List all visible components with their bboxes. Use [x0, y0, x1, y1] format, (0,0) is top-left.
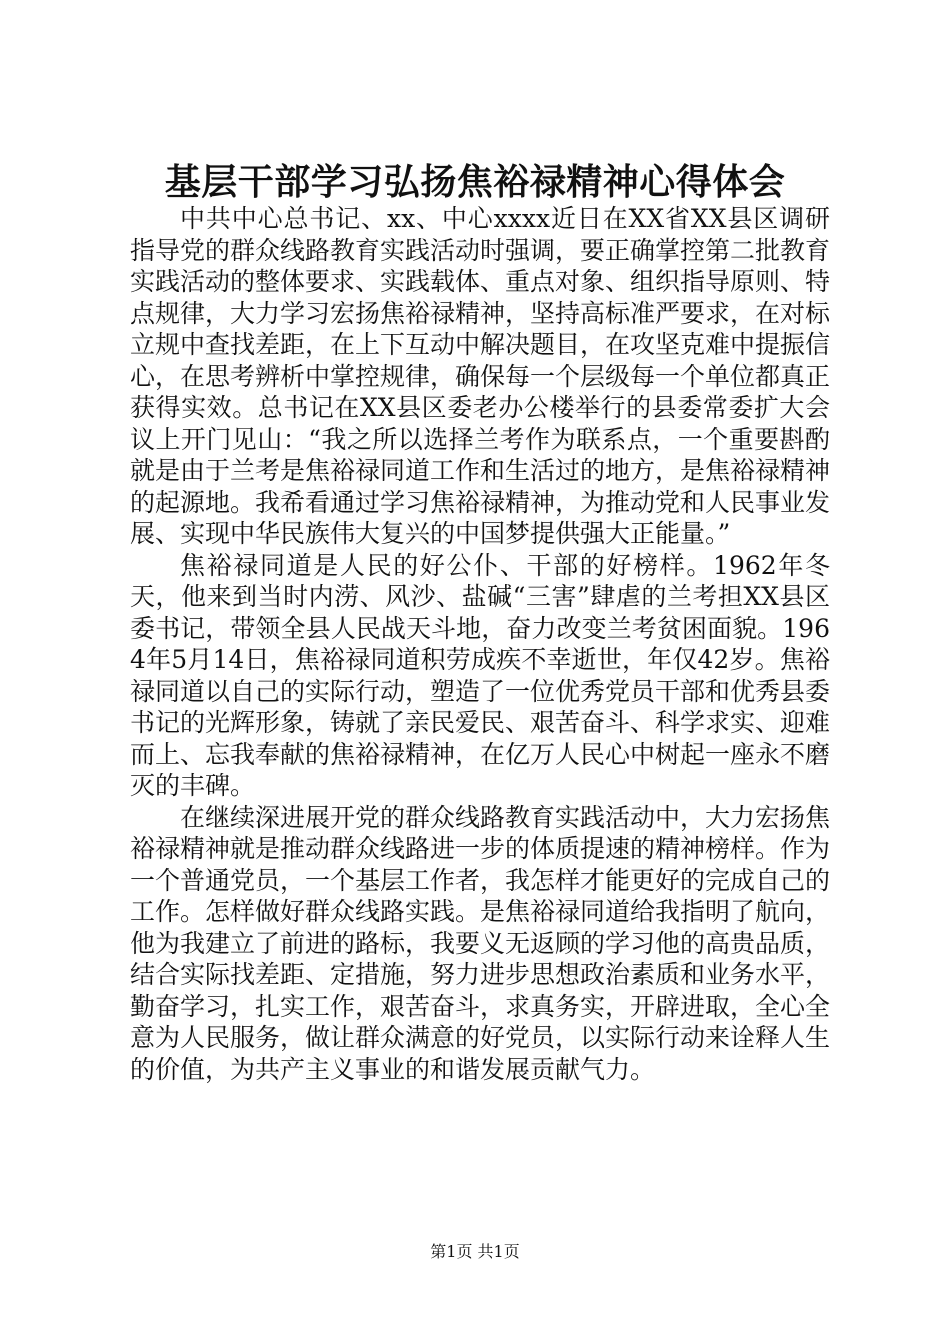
paragraph-3: 在继续深进展开党的群众线路教育实践活动中，大力宏扬焦裕禄精神就是推动群众线路进一步的体质提速的精神榜样。作为一个普通党员，一个基层工作者，我怎样才能更好的完成自己的工作。怎样做好群众线路实践。是焦裕禄同道给我指明了航向，他为我建立了前进的路标，我要义无返顾的学习他的高贵品质，结合实际找差距、定措施，努力进步思想政治素质和业务水平，勤奋学习，扎实工作，艰苦奋斗，求真务实，开辟进取，全心全意为人民服务，做让群众满意的好党员，以实际行动来诠释人生的价值，为共产主义事业的和谐发展贡献气力。 [130, 802, 831, 1084]
page-footer: 第1页 共1页 [430, 1242, 520, 1261]
page-title: 基层干部学习弘扬焦裕禄精神心得体会 [164, 161, 786, 203]
document-body [130, 203, 830, 1085]
paragraph-2: 焦裕禄同道是人民的好公仆、干部的好榜样。1962年冬天，他来到当时内涝、风沙、盐碱“三害”肆虐的兰考担XX县区委书记，带领全县人民战天斗地，奋力改变兰考贫困面貌。1964年5月14日，焦裕禄同道积劳成疾不幸逝世，年仅42岁。焦裕禄同道以自己的实际行动，塑造了一位优秀党员干部和优秀县委书记的光辉形象，铸就了亲民爱民、艰苦奋斗、科学求实、迎难而上、忘我奉献的焦裕禄精神，在亿万人民心中树起一座永不磨灭的丰碑。 [130, 550, 831, 800]
paragraph-1: 中共中心总书记、xx、中心xxxx近日在XX省XX县区调研指导党的群众线路教育实践活动时强调，要正确掌控第二批教育实践活动的整体要求、实践载体、重点对象、组织指导原则、特点规律，大力学习宏扬焦裕禄精神，坚持高标准严要求，在对标立规中查找差距，在上下互动中解决题目，在攻坚克难中提振信心，在思考辨析中掌控规律，确保每一个层级每一个单位都真正获得实效。总书记在XX县区委老办公楼举行的县委常委扩大会议上开门见山：“我之所以选择兰考作为联系点，一个重要斟酌就是由于兰考是焦裕禄同道工作和生活过的地方，是焦裕禄精神的起源地。我希看通过学习焦裕禄精神，为推动党和人民事业发展、实现中华民族伟大复兴的中国梦提供强大正能量。” [130, 204, 831, 548]
